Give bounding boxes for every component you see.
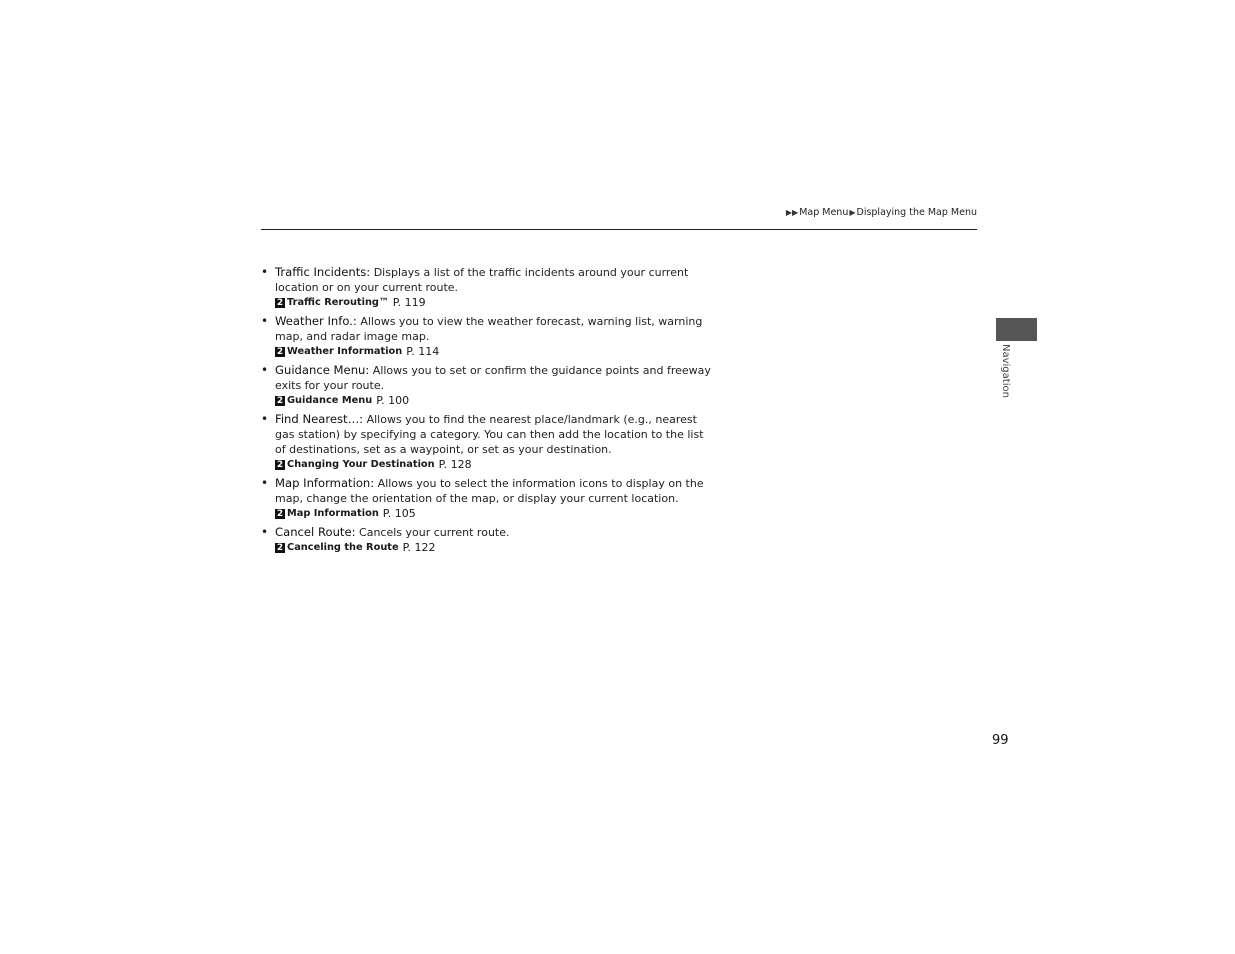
- reference-page[interactable]: P. 105: [382, 507, 416, 520]
- item-term: Map Information:: [275, 476, 375, 490]
- list-item: [261, 363, 711, 408]
- list-item: [261, 412, 711, 472]
- item-term: Find Nearest…:: [275, 412, 364, 426]
- header-rule: [261, 229, 977, 230]
- item-description: Allows you to find the nearest place/landmark (e.g., nearest gas station) by specifying a category. You can then add the location to the list of destinations, set as a waypoint, or set as your destination.: [275, 413, 704, 456]
- bullet-icon: •: [261, 525, 269, 539]
- bullet-icon: •: [261, 265, 269, 279]
- item-description: Allows you to set or confirm the guidance points and freeway exits for your route.: [275, 364, 711, 392]
- reference-title[interactable]: Map Information: [287, 508, 379, 519]
- reference-page[interactable]: P. 128: [438, 458, 472, 471]
- cross-reference[interactable]: [275, 393, 711, 408]
- reference-title[interactable]: Changing Your Destination: [287, 459, 435, 470]
- item-term: Weather Info.:: [275, 314, 357, 328]
- reference-page[interactable]: P. 122: [402, 541, 436, 554]
- menu-item-list: [261, 265, 711, 559]
- item-text: [275, 476, 711, 506]
- reference-arrow-icon: 2: [276, 508, 284, 519]
- item-text: [275, 525, 711, 540]
- reference-title[interactable]: Traffic Rerouting™: [287, 297, 389, 308]
- item-text: [275, 363, 711, 393]
- item-term: Guidance Menu:: [275, 363, 370, 377]
- item-text: [275, 412, 711, 457]
- item-description: Allows you to select the information icons to display on the map, change the orientation of the map, or display your current location.: [275, 477, 704, 505]
- cross-reference[interactable]: [275, 344, 711, 359]
- breadcrumb-subsection[interactable]: Displaying the Map Menu: [856, 207, 977, 218]
- reference-title[interactable]: Weather Information: [287, 346, 403, 357]
- item-text: [275, 314, 711, 344]
- list-item: [261, 476, 711, 521]
- reference-page[interactable]: P. 119: [392, 296, 426, 309]
- cross-reference[interactable]: [275, 506, 711, 521]
- item-description: Displays a list of the traffic incidents around your current location or on your current route.: [275, 266, 689, 294]
- item-term: Traffic Incidents:: [275, 265, 371, 279]
- reference-page[interactable]: P. 100: [376, 394, 410, 407]
- item-description: Allows you to view the weather forecast, warning list, warning map, and radar image map.: [275, 315, 703, 343]
- reference-arrow-icon: 2: [276, 542, 284, 553]
- section-tab: [996, 318, 1037, 341]
- cross-reference[interactable]: [275, 457, 711, 472]
- breadcrumb: [785, 207, 977, 218]
- list-item: [261, 314, 711, 359]
- bullet-icon: •: [261, 412, 269, 426]
- reference-title[interactable]: Guidance Menu: [287, 395, 373, 406]
- reference-page[interactable]: P. 114: [406, 345, 440, 358]
- reference-arrow-icon: 2: [276, 346, 284, 357]
- reference-arrow-icon: 2: [276, 459, 284, 470]
- bullet-icon: •: [261, 476, 269, 490]
- section-tab-label: Navigation: [1000, 344, 1011, 398]
- list-item: [261, 265, 711, 310]
- list-item: [261, 525, 711, 555]
- reference-arrow-icon: 2: [276, 297, 284, 308]
- breadcrumb-arrows-icon: ▶▶: [785, 208, 799, 217]
- reference-title[interactable]: Canceling the Route: [287, 542, 399, 553]
- item-term: Cancel Route:: [275, 525, 356, 539]
- page-number: 99: [992, 733, 1009, 748]
- breadcrumb-section[interactable]: Map Menu: [799, 207, 849, 218]
- bullet-icon: •: [261, 314, 269, 328]
- cross-reference[interactable]: [275, 540, 711, 555]
- item-description: Cancels your current route.: [355, 526, 510, 539]
- item-text: [275, 265, 711, 295]
- breadcrumb-separator-icon: ▶: [849, 208, 856, 217]
- bullet-icon: •: [261, 363, 269, 377]
- cross-reference[interactable]: [275, 295, 711, 310]
- reference-arrow-icon: 2: [276, 395, 284, 406]
